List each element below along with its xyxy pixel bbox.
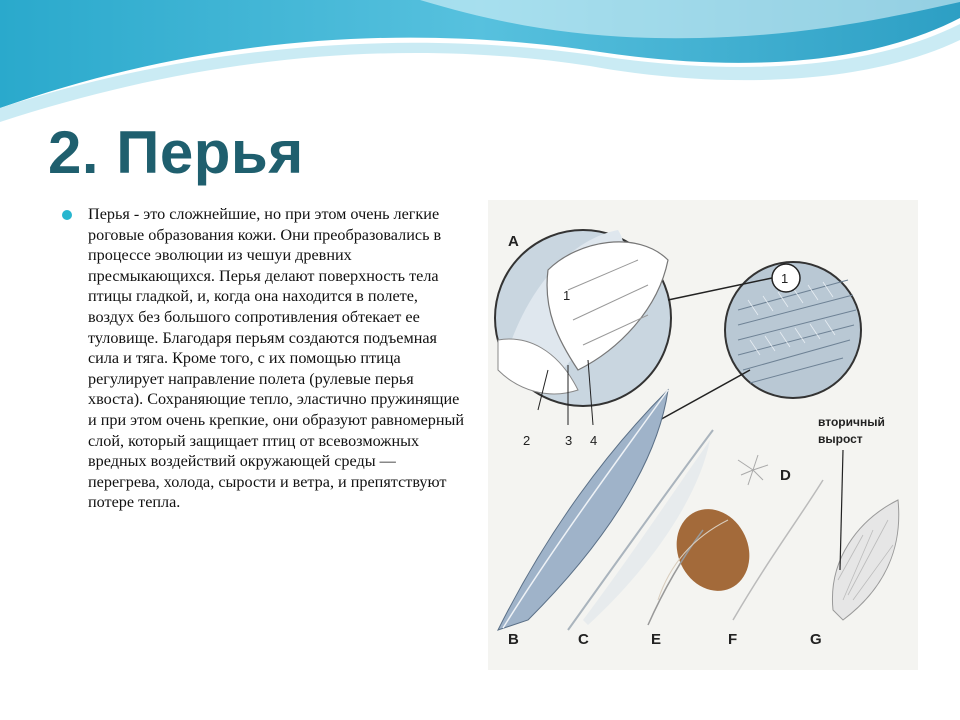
header-wave-decoration [0, 0, 960, 130]
label-secondary-line1: вторичный [818, 415, 885, 429]
label-c: C [578, 631, 589, 648]
label-1-detail: 1 [781, 271, 789, 286]
slide-body-text: Перья - это сложнейшие, но при этом очень легкие роговые образования кожи. Они преобразовались в процессе эволюции из чешуи древних пресмыкающихся. Перья делают поверхность тела птицы гладкой, и, когда она находится в полете, воздух без большого сопротивления обтекает ее туловище. Благодаря перьям создаются подъемная сила и тяга. Кроме того, с их помощью птица регулирует направление полета (рулевые перья хвоста). Сохраняющие тепло, эластично пружинящие и при этом очень крепкие, они образуют равномерный слой, который защищает птиц от всевозможных вредных воздействий окружающей среды — перегрева, холода, сырости и ветра, и препятствуют потере тепла. [88, 205, 465, 512]
label-f: F [728, 631, 738, 648]
label-secondary-line2: вырост [818, 432, 863, 446]
label-g: G [810, 631, 822, 648]
label-2: 2 [523, 433, 531, 448]
label-e: E [651, 631, 662, 648]
label-b: B [508, 631, 519, 648]
label-1: 1 [563, 288, 571, 303]
barb-detail-circle [725, 262, 861, 398]
feather-closeup-circle-a [495, 230, 671, 406]
label-d: D [780, 467, 791, 484]
feather-structure-figure [488, 200, 918, 670]
label-3: 3 [565, 433, 573, 448]
bullet-dot [62, 210, 72, 220]
label-4: 4 [590, 433, 598, 448]
slide-title: 2. Перья [48, 119, 304, 186]
label-a: A [508, 233, 519, 250]
